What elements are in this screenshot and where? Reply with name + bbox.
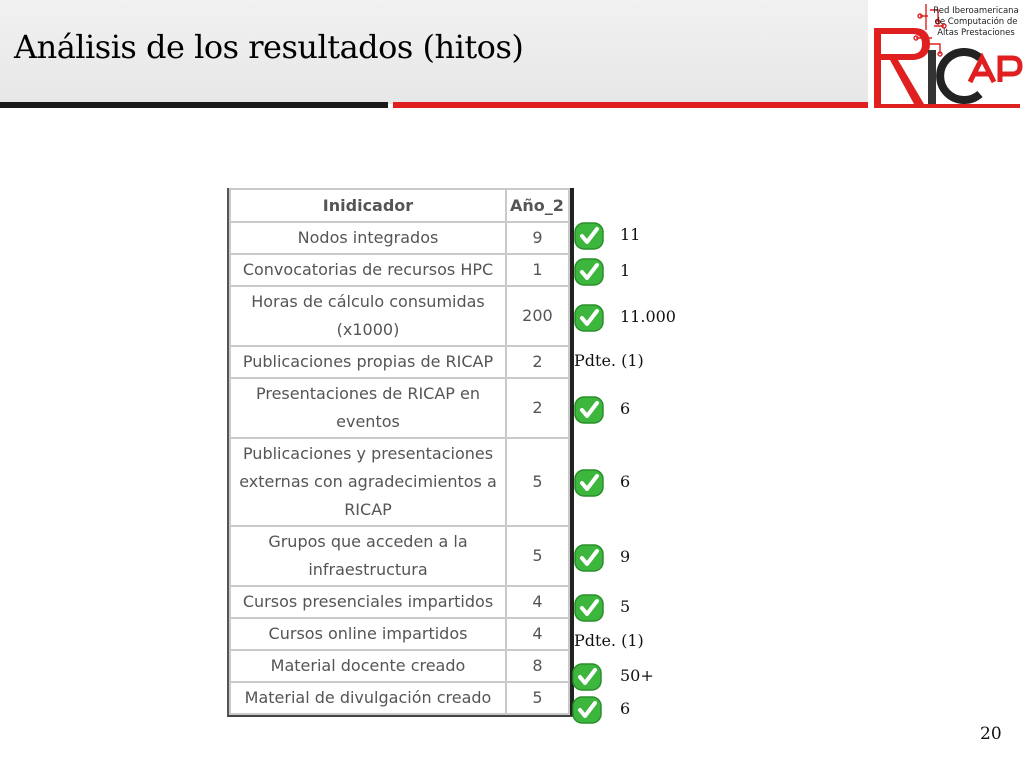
value-cell: 5 [506,438,569,526]
header-rule-red [393,102,868,108]
result-value: 11.000 [620,307,676,326]
table-row [230,378,569,438]
value-cell: 5 [506,682,569,714]
result-value: 1 [620,261,631,280]
value-cell: 200 [506,286,569,346]
logo-caption [930,6,1022,39]
check-icon [574,222,604,250]
header-year: Año_2 [506,189,569,222]
logo-line-1: Red Iberoamericana [933,6,1019,16]
indicator-cell: Publicaciones propias de RICAP [230,346,506,378]
indicator-cell: Material de divulgación creado [230,682,506,714]
indicator-cell: Cursos presenciales impartidos [230,586,506,618]
value-cell: 2 [506,378,569,438]
table-row [230,346,569,378]
check-icon [574,469,604,497]
indicator-cell: Cursos online impartidos [230,618,506,650]
ricap-logo [868,0,1024,112]
value-cell: 8 [506,650,569,682]
result-value: 5 [620,597,631,616]
table-row [230,586,569,618]
table-row [230,438,569,526]
value-cell: 2 [506,346,569,378]
check-icon [574,396,604,424]
indicator-cell: Publicaciones y presentaciones externas con agradecimientos a RICAP [230,438,506,526]
result-value: 9 [620,547,631,566]
page-number: 20 [980,724,1002,744]
result-value: 50+ [620,666,654,685]
table-row [230,254,569,286]
result-value: 11 [620,225,641,244]
table-row [230,286,569,346]
header-rule-black [0,102,388,108]
check-icon [574,304,604,332]
result-pending: Pdte. (1) [574,631,644,650]
logo-line-3: Altas Prestaciones [937,28,1015,38]
logo-line-2: de Computación de [934,17,1018,27]
check-icon [574,258,604,286]
indicator-cell: Material docente creado [230,650,506,682]
table-row [230,526,569,586]
indicators-table [227,188,574,717]
value-cell: 4 [506,618,569,650]
indicator-cell: Horas de cálculo consumidas (x1000) [230,286,506,346]
check-icon [572,696,602,724]
indicator-cell: Grupos que acceden a la infraestructura [230,526,506,586]
table-row [230,682,569,714]
value-cell: 4 [506,586,569,618]
result-value: 6 [620,399,631,418]
table-row [230,650,569,682]
table-row [230,222,569,254]
check-icon [574,544,604,572]
result-pending: Pdte. (1) [574,351,644,370]
indicator-cell: Convocatorias de recursos HPC [230,254,506,286]
value-cell: 5 [506,526,569,586]
result-value: 6 [620,699,631,718]
result-value: 6 [620,472,631,491]
indicator-cell: Nodos integrados [230,222,506,254]
table-row [230,618,569,650]
slide-title: Análisis de los resultados (hitos) [14,28,524,66]
check-icon [572,663,602,691]
header-indicator: Inidicador [230,189,506,222]
table-header-row [230,189,569,222]
check-icon [574,594,604,622]
value-cell: 1 [506,254,569,286]
indicator-cell: Presentaciones de RICAP en eventos [230,378,506,438]
value-cell: 9 [506,222,569,254]
